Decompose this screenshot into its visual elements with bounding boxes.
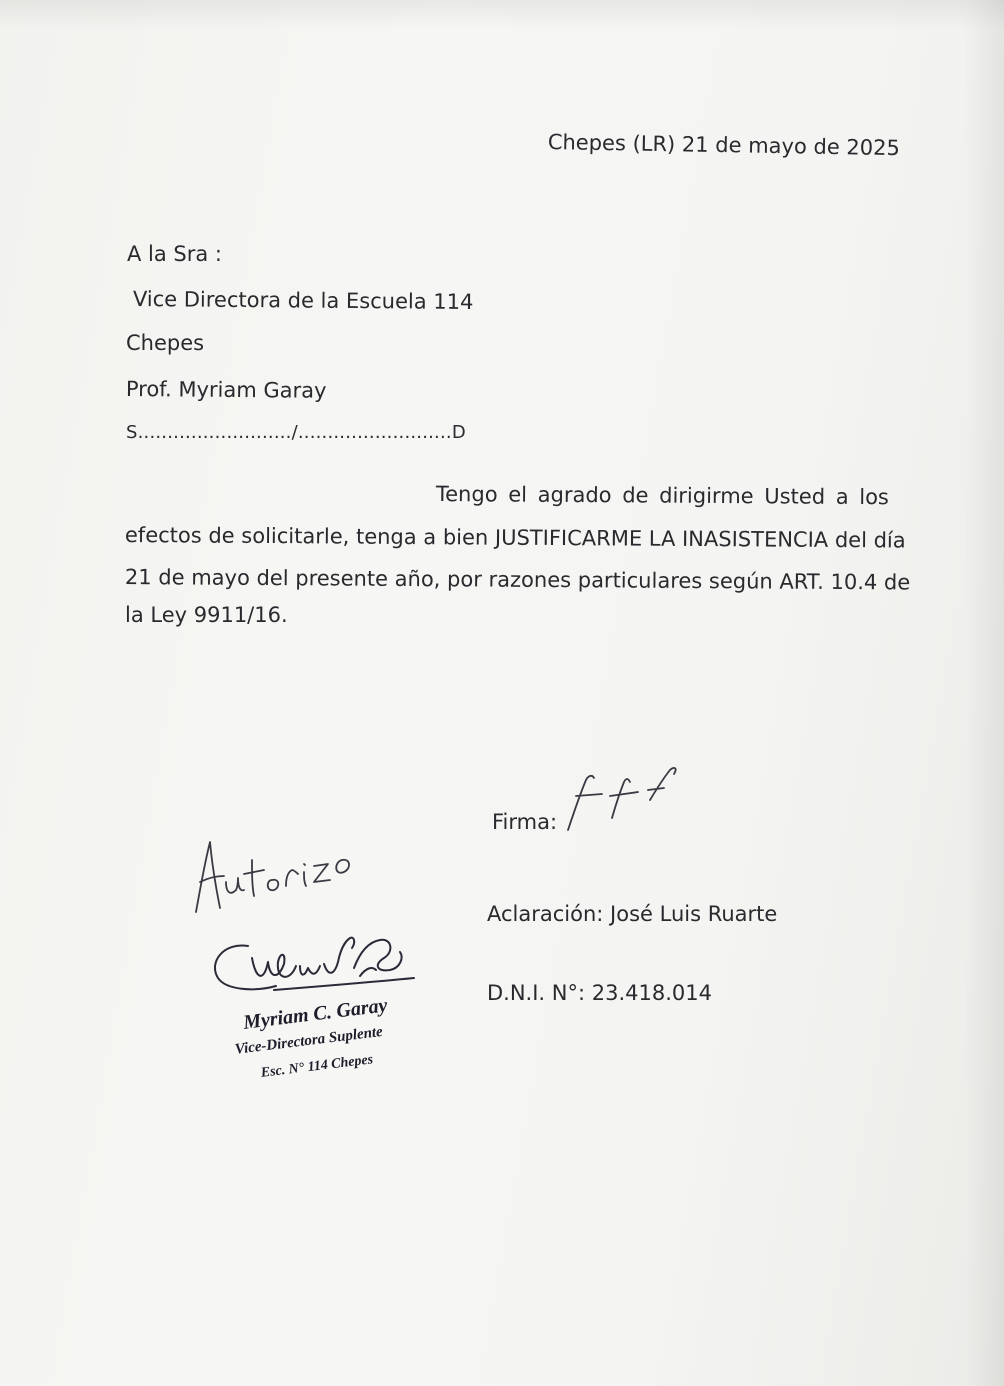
- body-line-4: la Ley 9911/16.: [125, 603, 288, 627]
- page-edge-shadow: [964, 0, 1004, 1386]
- stamp-name: Myriam C. Garay: [242, 994, 389, 1034]
- body-line-3: [124, 565, 911, 595]
- body-line-2: [124, 523, 906, 553]
- recipient-salutation: A la Sra :: [127, 242, 223, 266]
- applicant-signature: [560, 760, 700, 840]
- stamp-school: Esc. N° 114 Chepes: [260, 1052, 374, 1081]
- aclaracion: Aclaración: José Luis Ruarte: [487, 902, 778, 926]
- firma-label: Firma:: [492, 810, 558, 834]
- recipient-sd-line: S........................../..........................D: [126, 422, 466, 443]
- page-top-shadow: [0, 0, 1004, 30]
- body-line-1: Tengo el agrado de dirigirme Usted a los: [435, 482, 890, 510]
- autorizo-handwriting: [182, 830, 372, 920]
- recipient-name: Prof. Myriam Garay: [125, 377, 327, 403]
- place-date: Chepes (LR) 21 de mayo de 2025: [547, 130, 901, 161]
- dni: D.N.I. N°: 23.418.014: [487, 981, 712, 1005]
- recipient-city: Chepes: [126, 331, 205, 355]
- stamp-title: Vice-Directora Suplente: [234, 1023, 384, 1058]
- authorization-stamp: [182, 830, 442, 1100]
- recipient-position: Vice Directora de la Escuela 114: [132, 287, 474, 314]
- body-line-3-text: 21 de mayo del presente año, por razones particulares según ART. 10.4 de: [124, 565, 911, 595]
- authority-signature: [204, 922, 424, 1012]
- body-line-2-text: efectos de solicitarle, tenga a bien JUSTIFICARME LA INASISTENCIA del día: [124, 523, 906, 553]
